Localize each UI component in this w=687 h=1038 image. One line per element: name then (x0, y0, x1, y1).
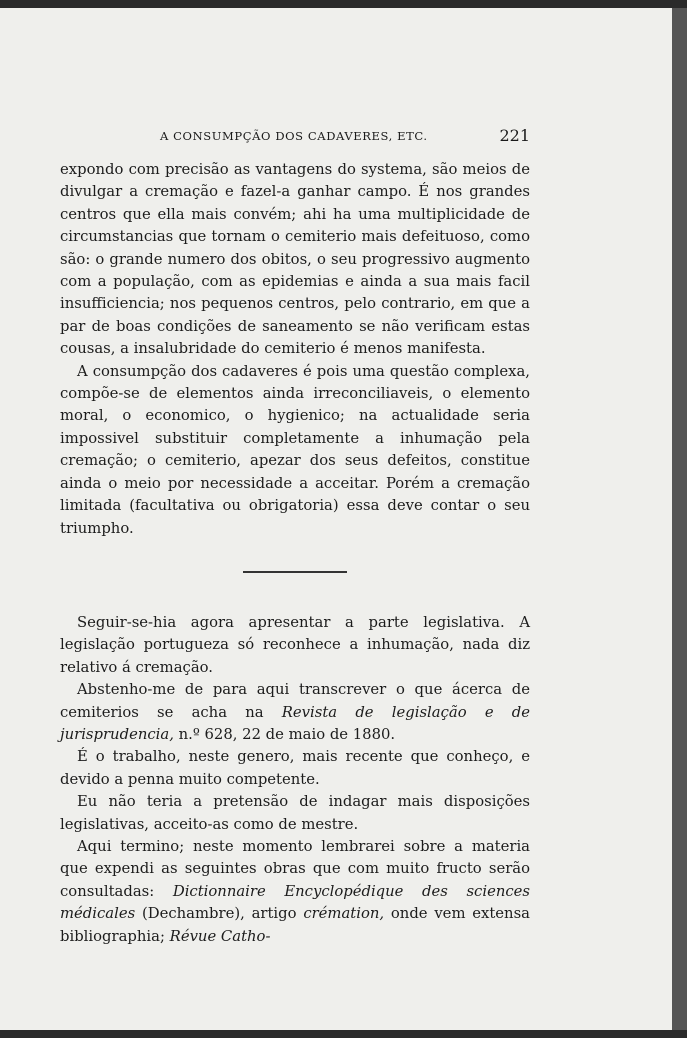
section-divider (243, 571, 347, 573)
dictionary-title: Dictionnaire Encyclopédique des sciences médicales (60, 882, 530, 923)
paragraph-4-tail: n.º 628, 22 de maio de 1880. (173, 726, 396, 744)
page-edge (672, 8, 687, 1030)
book-page (0, 8, 672, 1030)
paragraph-4-text: Abstenho-me de para aqui transcrever o que ácerca de cemiterios se acha na (60, 681, 530, 721)
text-block-top (60, 159, 530, 540)
paragraph-7-mid2: onde vem extensa bibliographia; (60, 905, 530, 945)
paragraph-5: É o trabalho, neste genero, mais recente que conheço, e devido a penna muito competente. (60, 748, 530, 788)
text-block-bottom (60, 612, 530, 948)
paragraph-7 (60, 836, 530, 948)
paragraph-2: A consumpção dos cadaveres é pois uma questão complexa, compõe-se de elementos ainda irreconciliaveis, o elemento moral, o economico, o hygienico; na actualidade seria impossivel substituir completamente a inhumação pela cremação; o cemiterio, apezar dos seus defeitos, constitue ainda o meio por necessidade a acceitar. Porém a cremação limitada (facultativa ou obrigatoria) essa deve contar o seu triumpho. (60, 362, 530, 537)
journal-title: Revista de legislação e de jurisprudencia, (60, 703, 530, 744)
page-number: 221 (499, 126, 530, 145)
running-title: A CONSUMPÇÃO DOS CADAVERES, ETC. (160, 129, 428, 143)
paragraph-4 (60, 679, 530, 746)
article-title: crémation, (303, 905, 385, 923)
paragraph-3: Seguir-se-hia agora apresentar a parte legislativa. A legislação portugueza só reconhece a inhumação, nada diz relativo á cremação. (60, 614, 530, 676)
review-title: Révue Catho- (169, 927, 271, 945)
paragraph-6: Eu não teria a pretensão de indagar mais disposições legislativas, acceito-as como de mestre. (60, 793, 530, 833)
paragraph-7-mid: (Dechambre), artigo (135, 905, 304, 923)
page-header (60, 126, 530, 146)
paragraph-1: expondo com precisão as vantagens do systema, são meios de divulgar a cremação e fazel-a ganhar campo. É nos grandes centros que ella mais convém; ahi ha uma multiplicidade de circumstancias que tornam o cemiterio mais defeituoso, como são: o grande numero dos obitos, o seu progressivo augmento com a população, com as epidemias e ainda a sua mais facil insufficiencia; nos pequenos centros, pelo contrario, em que a par de boas condições de saneamento se não verificam estas cousas, a insalubridade do cemiterio é menos manifesta. (60, 161, 530, 358)
paragraph-7-text: Aqui termino; neste momento lembrarei sobre a materia que expendi as seguintes obras que com muito fructo serão consultadas: (60, 838, 530, 900)
